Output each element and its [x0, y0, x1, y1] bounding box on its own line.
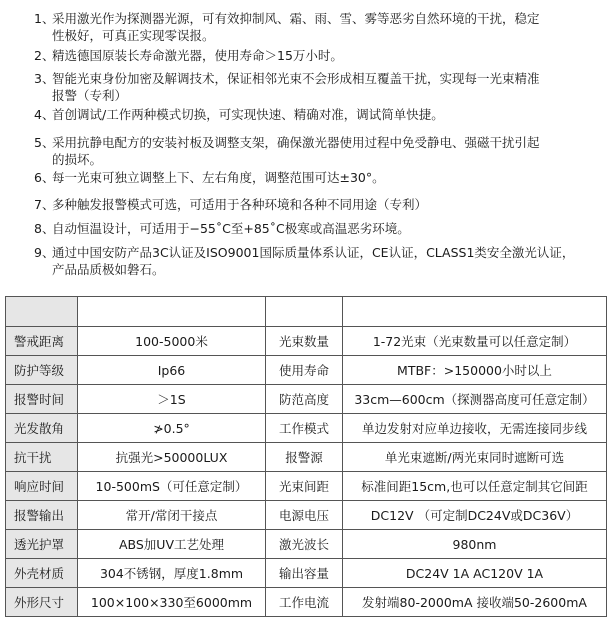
spec-value: 1-72光束（光束数量可以任意定制） — [343, 327, 607, 356]
spec-value: ABS加UV工艺处理 — [78, 530, 266, 559]
spec-label: 报警时间 — [6, 385, 78, 414]
feature-text: 采用抗静电配方的安装衬板及调整支架，确保激光器使用过程中免受静电、强磁干扰引起 的损坏。 — [52, 135, 540, 167]
spec-value: 单边发射对应单边接收，无需连接同步线 — [343, 414, 607, 443]
spec-label: 抗干扰 — [6, 443, 78, 472]
spec-value: 100×100×330至6000mm — [78, 588, 266, 617]
spec-label: 使用寿命 — [266, 356, 343, 385]
spec-value: ＞1S — [78, 385, 266, 414]
spec-label: 工作模式 — [266, 414, 343, 443]
table-cell — [78, 297, 266, 327]
table-row — [6, 385, 607, 414]
spec-label: 报警源 — [266, 443, 343, 472]
table-row — [6, 530, 607, 559]
spec-label: 激光波长 — [266, 530, 343, 559]
spec-value: 33cm—600cm（探测器高度可任意定制） — [343, 385, 607, 414]
spec-label: 外壳材质 — [6, 559, 78, 588]
spec-value: DC12V （可定制DC24V或DC36V） — [343, 501, 607, 530]
feature-number: 3、 — [34, 71, 55, 86]
feature-number: 8、 — [34, 221, 55, 236]
table-row — [6, 472, 607, 501]
table-row — [6, 327, 607, 356]
feature-text: 采用激光作为探测器光源，可有效抑制风、霜、雨、雪、雾等恶劣自然环境的干扰，稳定 性极好，可真正实现零误报。 — [52, 11, 540, 43]
spec-label: 透光护罩 — [6, 530, 78, 559]
spec-value: MTBF：>150000小时以上 — [343, 356, 607, 385]
spec-value: 抗强光>50000LUX — [78, 443, 266, 472]
spec-value: 980nm — [343, 530, 607, 559]
spec-value: Ip66 — [78, 356, 266, 385]
spec-value: DC24V 1A AC120V 1A — [343, 559, 607, 588]
table-row — [6, 414, 607, 443]
spec-value: 发射端80-2000mA 接收端50-2600mA — [343, 588, 607, 617]
spec-label: 外形尺寸 — [6, 588, 78, 617]
table-cell — [6, 297, 78, 327]
spec-value: 标准间距15cm,也可以任意定制其它间距 — [343, 472, 607, 501]
table-row — [6, 588, 607, 617]
feature-text: 自动恒温设计，可适用于−55˚C至+85˚C极寒或高温恶劣环境。 — [52, 221, 410, 236]
spec-label: 光发散角 — [6, 414, 78, 443]
feature-text: 通过中国安防产品3C认证及ISO9001国际质量体系认证，CE认证，CLASS1类安全激光认证， 产品品质极如磐石。 — [52, 245, 575, 277]
spec-value: ≯0.5° — [78, 414, 266, 443]
spec-label: 输出容量 — [266, 559, 343, 588]
spec-value: 10-500mS（可任意定制） — [78, 472, 266, 501]
spec-value: 常开/常闭干接点 — [78, 501, 266, 530]
table-row — [6, 501, 607, 530]
table-row — [6, 443, 607, 472]
table-row — [6, 356, 607, 385]
feature-number: 9、 — [34, 245, 55, 260]
spec-label: 警戒距离 — [6, 327, 78, 356]
spec-table — [5, 296, 607, 617]
spec-value: 单光束遮断/两光束同时遮断可选 — [343, 443, 607, 472]
spec-label: 防范高度 — [266, 385, 343, 414]
spec-label: 工作电流 — [266, 588, 343, 617]
spec-label: 光束数量 — [266, 327, 343, 356]
feature-text: 首创调试/工作两种模式切换，可实现快速、精确对准，调试简单快捷。 — [52, 107, 444, 122]
spec-label: 电源电压 — [266, 501, 343, 530]
spec-label: 光束间距 — [266, 472, 343, 501]
feature-number: 7、 — [34, 197, 55, 212]
spec-label: 防护等级 — [6, 356, 78, 385]
spec-value: 304不锈钢，厚度1.8mm — [78, 559, 266, 588]
feature-number: 1、 — [34, 11, 55, 26]
spec-label: 报警输出 — [6, 501, 78, 530]
table-cell — [266, 297, 343, 327]
feature-number: 4、 — [34, 107, 55, 122]
spec-value: 100-5000米 — [78, 327, 266, 356]
spec-label: 响应时间 — [6, 472, 78, 501]
feature-text: 智能光束身份加密及解调技术，保证相邻光束不会形成相互覆盖干扰，实现每一光束精准 报警（专利） — [52, 71, 540, 103]
feature-text: 多种触发报警模式可选，可适用于各种环境和各种不同用途（专利） — [52, 197, 428, 212]
table-row — [6, 559, 607, 588]
feature-number: 2、 — [34, 48, 55, 63]
feature-text: 精选德国原装长寿命激光器，使用寿命＞15万小时。 — [52, 48, 343, 63]
feature-number: 6、 — [34, 170, 55, 185]
table-cell — [343, 297, 607, 327]
feature-number: 5、 — [34, 135, 55, 150]
feature-text: 每一光束可独立调整上下、左右角度，调整范围可达±30°。 — [52, 170, 385, 185]
table-header-row — [6, 297, 607, 327]
